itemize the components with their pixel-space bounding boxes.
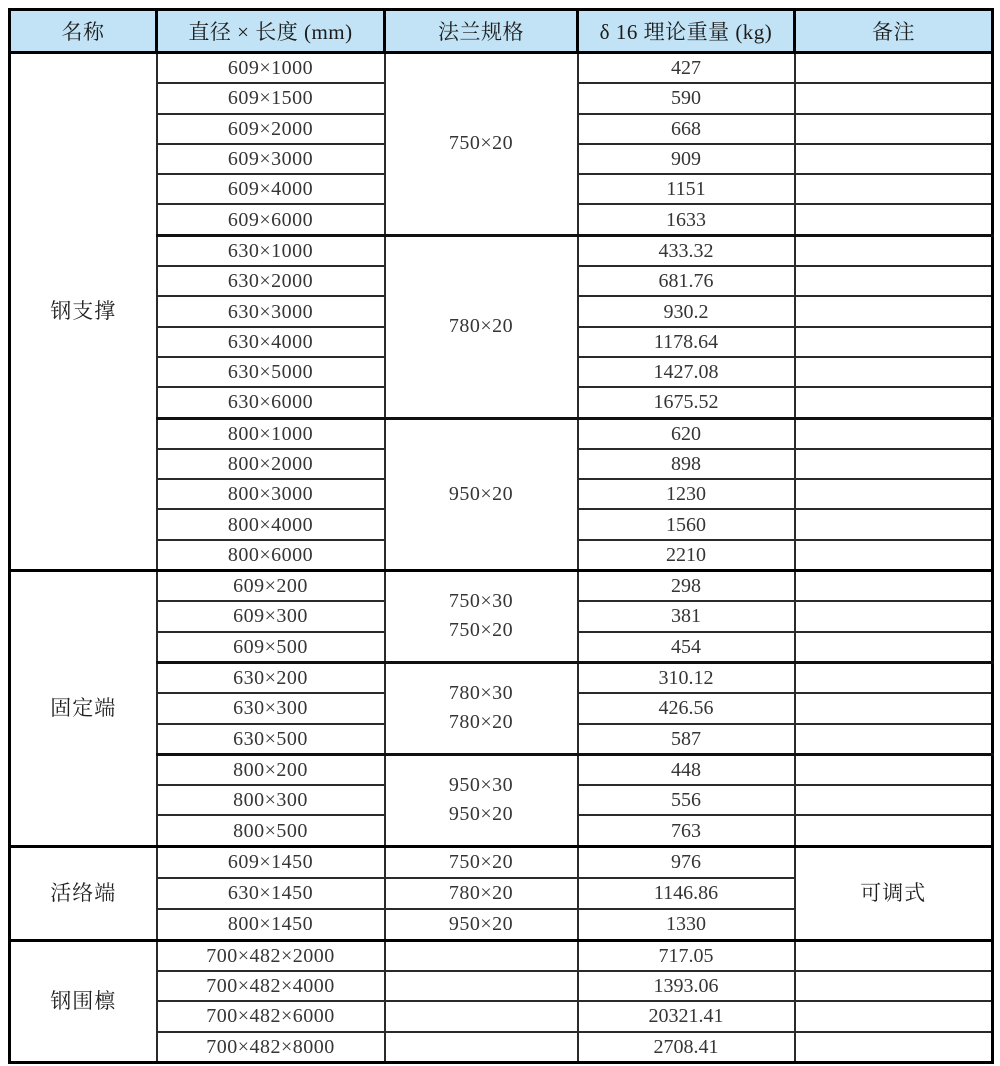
flange-spec-line: 750×20 bbox=[448, 619, 514, 642]
weight-cell: 433.32 bbox=[578, 235, 795, 266]
flange-spec-line: 950×20 bbox=[448, 482, 514, 505]
flange-cell bbox=[385, 971, 578, 1001]
size-cell: 800×300 bbox=[157, 785, 385, 815]
remark-cell bbox=[795, 509, 993, 539]
remark-cell bbox=[795, 418, 993, 449]
flange-spec-line: 780×20 bbox=[448, 315, 514, 338]
flange-spec-line: 780×20 bbox=[448, 711, 514, 734]
size-cell: 630×5000 bbox=[157, 357, 385, 387]
weight-cell: 20321.41 bbox=[578, 1001, 795, 1031]
column-header-remark: 备注 bbox=[795, 10, 993, 53]
weight-cell: 976 bbox=[578, 846, 795, 878]
flange-cell bbox=[385, 662, 578, 754]
weight-cell: 426.56 bbox=[578, 693, 795, 723]
flange-cell bbox=[385, 571, 578, 663]
table-body bbox=[10, 53, 993, 1063]
remark-cell bbox=[795, 1032, 993, 1063]
remark-cell bbox=[795, 785, 993, 815]
steel-support-spec-table bbox=[8, 8, 994, 1064]
size-cell: 609×200 bbox=[157, 571, 385, 602]
table-row bbox=[10, 1032, 993, 1063]
size-cell: 630×1000 bbox=[157, 235, 385, 266]
weight-cell: 556 bbox=[578, 785, 795, 815]
flange-spec-line: 750×20 bbox=[448, 850, 514, 873]
weight-cell: 381 bbox=[578, 601, 795, 631]
flange-spec-line: 780×20 bbox=[448, 881, 514, 904]
remark-cell bbox=[795, 296, 993, 326]
remark-cell bbox=[795, 815, 993, 846]
size-cell: 700×482×8000 bbox=[157, 1032, 385, 1063]
size-cell: 609×4000 bbox=[157, 174, 385, 204]
remark-cell bbox=[795, 601, 993, 631]
column-header-name: 名称 bbox=[10, 10, 157, 53]
table-row bbox=[10, 571, 993, 602]
size-cell: 700×482×2000 bbox=[157, 940, 385, 971]
remark-cell bbox=[795, 174, 993, 204]
size-cell: 630×1450 bbox=[157, 878, 385, 909]
size-cell: 800×1450 bbox=[157, 909, 385, 941]
size-cell: 800×200 bbox=[157, 754, 385, 785]
size-cell: 630×6000 bbox=[157, 387, 385, 418]
size-cell: 800×3000 bbox=[157, 479, 385, 509]
table-row bbox=[10, 235, 993, 266]
section-name-cell: 活络端 bbox=[10, 846, 157, 940]
flange-spec-line: 750×30 bbox=[448, 590, 514, 613]
weight-cell: 298 bbox=[578, 571, 795, 602]
weight-cell: 717.05 bbox=[578, 940, 795, 971]
flange-cell bbox=[385, 53, 578, 236]
weight-cell: 1427.08 bbox=[578, 357, 795, 387]
weight-cell: 1151 bbox=[578, 174, 795, 204]
size-cell: 800×6000 bbox=[157, 540, 385, 571]
section-name-cell: 钢围檩 bbox=[10, 940, 157, 1062]
remark-cell bbox=[795, 1001, 993, 1031]
weight-cell: 310.12 bbox=[578, 662, 795, 693]
flange-cell bbox=[385, 418, 578, 570]
size-cell: 630×4000 bbox=[157, 327, 385, 357]
table-row bbox=[10, 53, 993, 84]
remark-cell bbox=[795, 971, 993, 1001]
size-cell: 800×1000 bbox=[157, 418, 385, 449]
flange-cell bbox=[385, 909, 578, 941]
column-header-theoretical-weight: δ 16 理论重量 (kg) bbox=[578, 10, 795, 53]
table-header bbox=[10, 10, 993, 53]
size-cell: 700×482×6000 bbox=[157, 1001, 385, 1031]
weight-cell: 448 bbox=[578, 754, 795, 785]
size-cell: 609×1000 bbox=[157, 53, 385, 84]
remark-cell bbox=[795, 235, 993, 266]
flange-cell bbox=[385, 878, 578, 909]
weight-cell: 1675.52 bbox=[578, 387, 795, 418]
weight-cell: 454 bbox=[578, 632, 795, 663]
size-cell: 630×500 bbox=[157, 724, 385, 755]
weight-cell: 763 bbox=[578, 815, 795, 846]
remark-cell bbox=[795, 327, 993, 357]
remark-cell bbox=[795, 754, 993, 785]
remark-cell bbox=[795, 83, 993, 113]
flange-spec-line: 780×30 bbox=[448, 682, 514, 705]
size-cell: 800×4000 bbox=[157, 509, 385, 539]
flange-spec-line: 750×20 bbox=[448, 132, 514, 155]
weight-cell: 1393.06 bbox=[578, 971, 795, 1001]
weight-cell: 620 bbox=[578, 418, 795, 449]
remark-cell bbox=[795, 940, 993, 971]
remark-cell bbox=[795, 204, 993, 235]
table-row bbox=[10, 418, 993, 449]
weight-cell: 930.2 bbox=[578, 296, 795, 326]
flange-cell bbox=[385, 940, 578, 971]
remark-cell bbox=[795, 357, 993, 387]
weight-cell: 1230 bbox=[578, 479, 795, 509]
weight-cell: 668 bbox=[578, 114, 795, 144]
size-cell: 609×3000 bbox=[157, 144, 385, 174]
flange-spec-line: 950×20 bbox=[448, 912, 514, 935]
remark-cell bbox=[795, 387, 993, 418]
table-wrap bbox=[8, 8, 991, 1064]
remark-cell bbox=[795, 724, 993, 755]
weight-cell: 2708.41 bbox=[578, 1032, 795, 1063]
weight-cell: 587 bbox=[578, 724, 795, 755]
remark-cell bbox=[795, 571, 993, 602]
column-header-diameter-length: 直径 × 长度 (mm) bbox=[157, 10, 385, 53]
flange-cell bbox=[385, 754, 578, 846]
weight-cell: 590 bbox=[578, 83, 795, 113]
weight-cell: 1560 bbox=[578, 509, 795, 539]
weight-cell: 909 bbox=[578, 144, 795, 174]
section-name-cell: 钢支撑 bbox=[10, 53, 157, 571]
size-cell: 609×500 bbox=[157, 632, 385, 663]
table-row bbox=[10, 940, 993, 971]
weight-cell: 1178.64 bbox=[578, 327, 795, 357]
size-cell: 630×2000 bbox=[157, 266, 385, 296]
remark-cell bbox=[795, 540, 993, 571]
size-cell: 800×2000 bbox=[157, 449, 385, 479]
table-row bbox=[10, 1001, 993, 1031]
remark-cell bbox=[795, 449, 993, 479]
header-row bbox=[10, 10, 993, 53]
weight-cell: 1146.86 bbox=[578, 878, 795, 909]
remark-cell bbox=[795, 114, 993, 144]
remark-cell bbox=[795, 53, 993, 84]
flange-spec-line: 950×30 bbox=[448, 774, 514, 797]
remark-cell bbox=[795, 693, 993, 723]
section-name-cell: 固定端 bbox=[10, 571, 157, 847]
weight-cell: 2210 bbox=[578, 540, 795, 571]
size-cell: 630×300 bbox=[157, 693, 385, 723]
table-row bbox=[10, 662, 993, 693]
flange-cell bbox=[385, 1032, 578, 1063]
remark-cell bbox=[795, 144, 993, 174]
remark-cell bbox=[795, 479, 993, 509]
size-cell: 609×1450 bbox=[157, 846, 385, 878]
weight-cell: 1330 bbox=[578, 909, 795, 941]
flange-spec-line: 950×20 bbox=[448, 803, 514, 826]
weight-cell: 681.76 bbox=[578, 266, 795, 296]
size-cell: 630×3000 bbox=[157, 296, 385, 326]
size-cell: 609×2000 bbox=[157, 114, 385, 144]
table-row bbox=[10, 846, 993, 878]
remark-cell: 可调式 bbox=[795, 846, 993, 940]
weight-cell: 1633 bbox=[578, 204, 795, 235]
weight-cell: 427 bbox=[578, 53, 795, 84]
size-cell: 609×300 bbox=[157, 601, 385, 631]
flange-cell bbox=[385, 1001, 578, 1031]
column-header-flange-spec: 法兰规格 bbox=[385, 10, 578, 53]
remark-cell bbox=[795, 266, 993, 296]
table-row bbox=[10, 754, 993, 785]
size-cell: 609×6000 bbox=[157, 204, 385, 235]
remark-cell bbox=[795, 632, 993, 663]
weight-cell: 898 bbox=[578, 449, 795, 479]
flange-cell bbox=[385, 846, 578, 878]
flange-cell bbox=[385, 235, 578, 418]
size-cell: 700×482×4000 bbox=[157, 971, 385, 1001]
size-cell: 630×200 bbox=[157, 662, 385, 693]
table-row bbox=[10, 971, 993, 1001]
remark-cell bbox=[795, 662, 993, 693]
size-cell: 609×1500 bbox=[157, 83, 385, 113]
size-cell: 800×500 bbox=[157, 815, 385, 846]
